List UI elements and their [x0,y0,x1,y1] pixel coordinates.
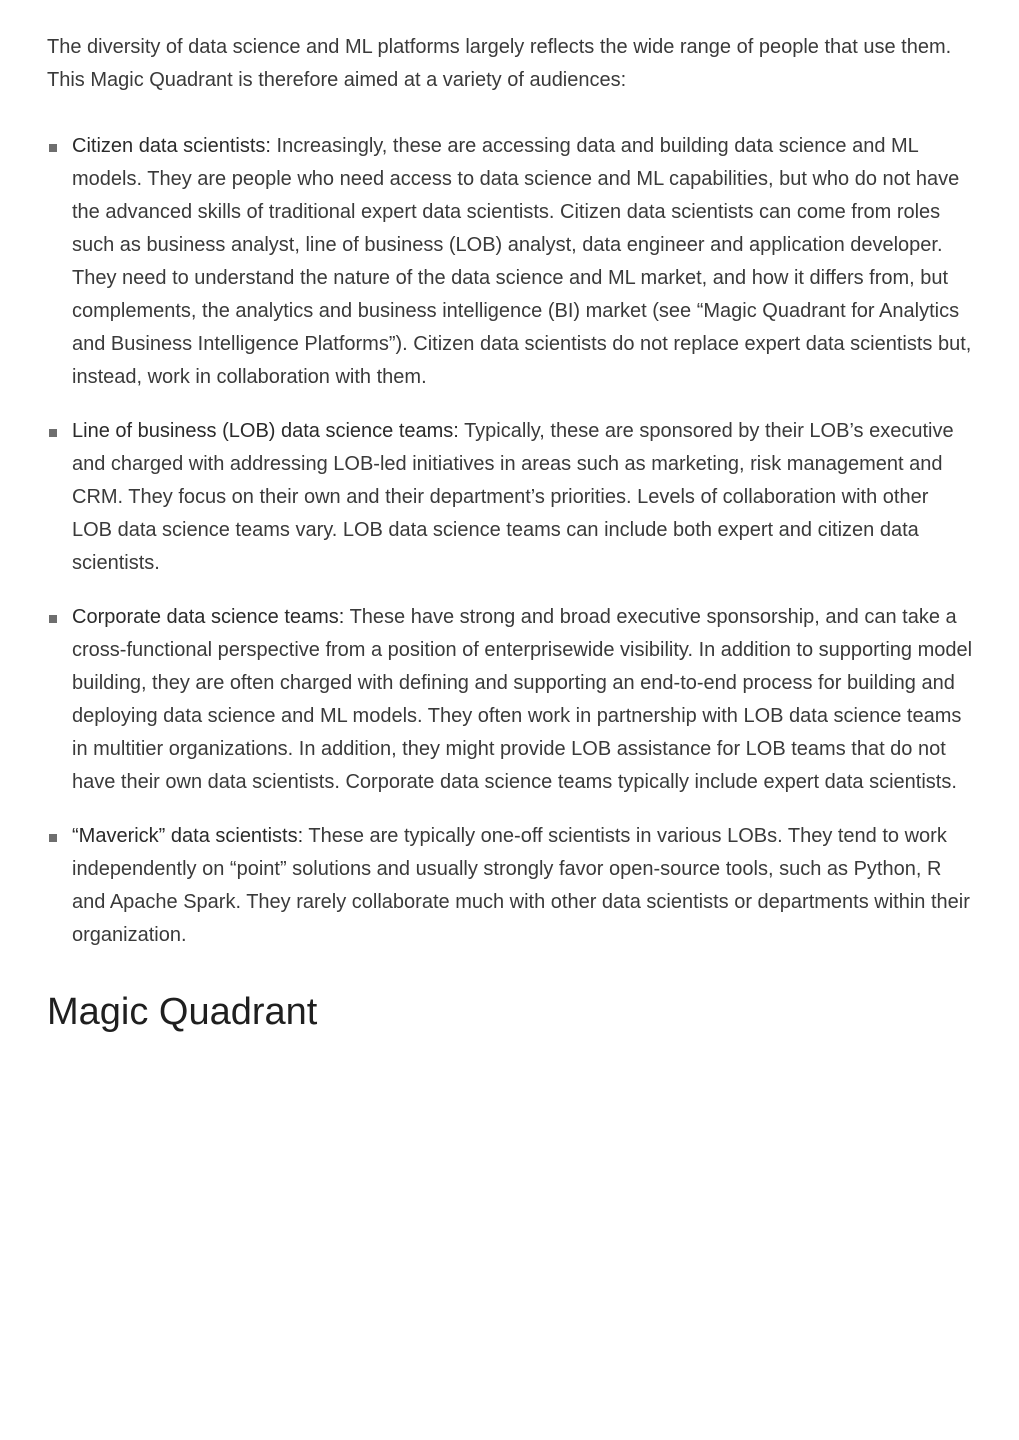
list-item-term: “Maverick” data scientists: [72,825,304,847]
square-bullet-icon [49,429,57,437]
square-bullet-icon [49,834,57,842]
list-item [47,820,973,952]
list-item-text: These have strong and broad executive sponsorship, and can take a cross-functional perspective from a position of enterprisewide visibility. In addition to supporting model building, they are often charged with defining and supporting an end-to-end process for building and deploying data science and ML models. They often work in partnership with LOB data science teams in multitier organizations. In addition, they might provide LOB assistance for LOB teams that do not have their own data scientists. Corporate data science teams typically include expert data scientists. [72,606,973,793]
square-bullet-icon [49,615,57,623]
list-item-term: Corporate data science teams: [72,606,345,628]
list-item [47,130,973,394]
list-item-term: Line of business (LOB) data science teams: [72,420,459,442]
section-heading: Magic Quadrant [47,991,318,1033]
list-item-text: These are typically one-off scientists in various LOBs. They tend to work independently on “point” solutions and usually strongly favor open-source tools, such as Python, R and Apache Spark. They rarely collaborate much with other data scientists or departments within their organization. [72,825,970,946]
intro-paragraph: The diversity of data science and ML platforms largely reflects the wide range of people that use them. This Magic Quadrant is therefore aimed at a variety of audiences: [47,36,952,91]
list-item-term: Citizen data scientists: [72,135,271,157]
square-bullet-icon [49,144,57,152]
list-item-text: Increasingly, these are accessing data and building data science and ML models. They are people who need access to data science and ML capabilities, but who do not have the advanced skills of traditional expert data scientists. Citizen data scientists can come from roles such as business analyst, line of business (LOB) analyst, data engineer and application developer. They need to understand the nature of the data science and ML market, and how it differs from, but complements, the analytics and business intelligence (BI) market (see “Magic Quadrant for Analytics and Business Intelligence Platforms”). Citizen data scientists do not replace expert data scientists but, instead, work in collaboration with them. [72,135,972,388]
list-item [47,415,973,580]
list-item-text: Typically, these are sponsored by their LOB’s executive and charged with addressing LOB-led initiatives in areas such as marketing, risk management and CRM. They focus on their own and their department’s priorities. Levels of collaboration with other LOB data science teams vary. LOB data science teams can include both expert and citizen data scientists. [72,420,954,574]
document-page [47,31,973,1034]
audience-list [47,130,973,952]
list-item [47,601,973,799]
